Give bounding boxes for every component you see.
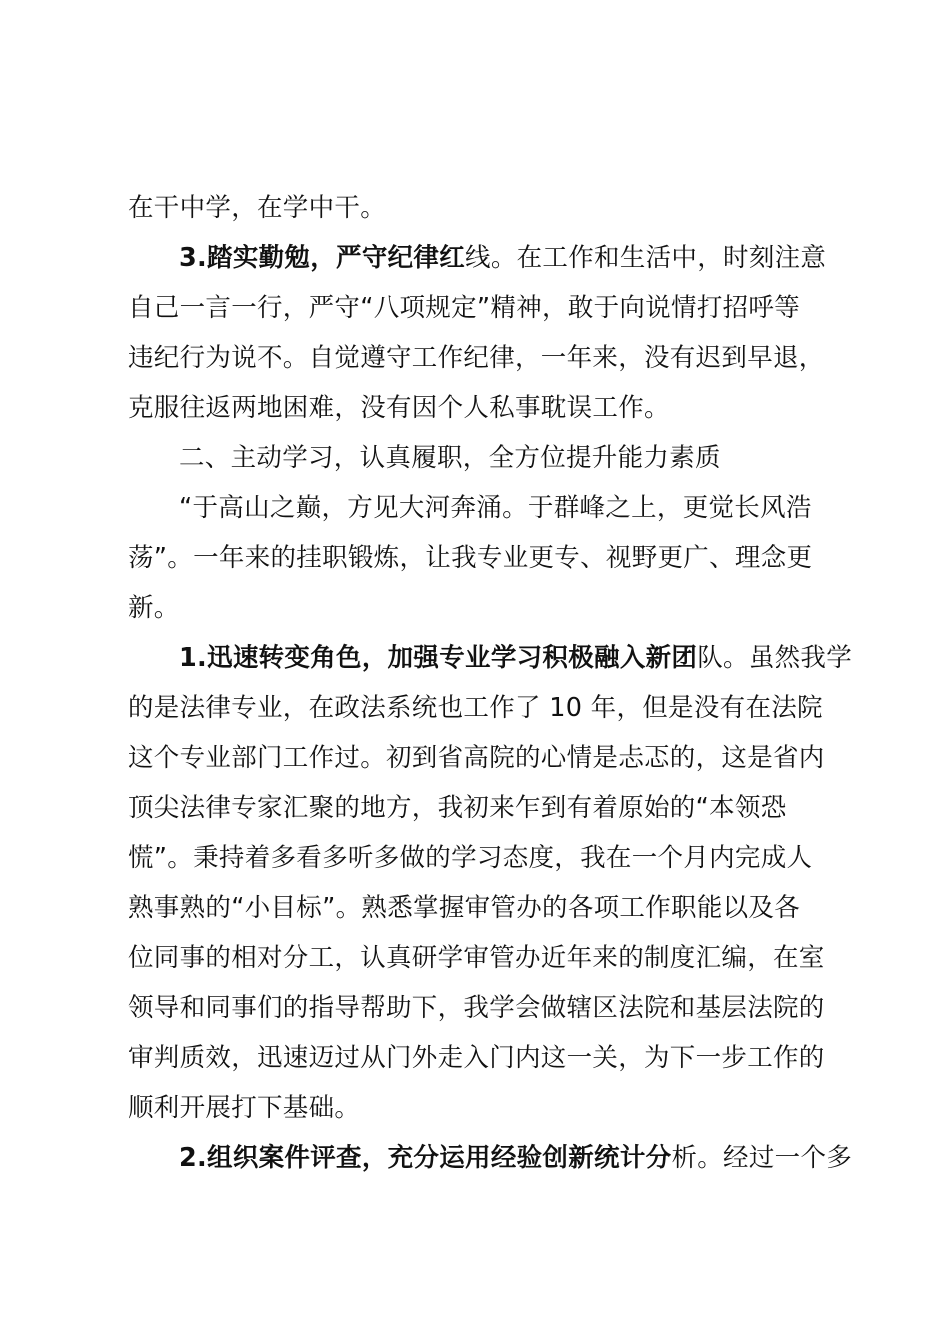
text-line: 慌”。秉持着多看多听多做的学习态度，我在一个月内完成人 xyxy=(128,843,813,873)
paragraph-heading: 3.踏实勤勉，严守纪律红 xyxy=(179,243,466,273)
text-line: 荡”。一年来的挂职锻炼，让我专业更专、视野更广、理念更 xyxy=(128,543,813,573)
paragraph-continued xyxy=(128,183,834,233)
heading-continuation: 析。经过一个多 xyxy=(671,1143,853,1173)
paragraph-case-review xyxy=(128,1133,853,1183)
paragraph-role xyxy=(128,633,853,1133)
text-line: 克服往返两地困难，没有因个人私事耽误工作。 xyxy=(128,393,670,423)
text-line: 在干中学，在学中干。 xyxy=(128,193,387,223)
heading-continuation: 队。虽然我学 xyxy=(697,643,853,673)
paragraph-heading: 1.迅速转变角色，加强专业学习积极融入新团 xyxy=(179,643,698,673)
text-line: 领导和同事们的指导帮助下，我学会做辖区法院和基层法院的 xyxy=(128,993,825,1023)
text-line: 自己一言一行，严守“八项规定”精神，敢于向说情打招呼等 xyxy=(128,293,801,323)
text-line xyxy=(128,633,853,683)
heading-continuation: 线。在工作和生活中，时刻注意 xyxy=(465,243,827,273)
text-line: 这个专业部门工作过。初到省高院的心情是忐忑的，这是省内 xyxy=(128,743,825,773)
text-line: 顺利开展打下基础。 xyxy=(128,1093,361,1123)
text-line: 二、主动学习，认真履职，全方位提升能力素质 xyxy=(179,443,721,473)
section-heading xyxy=(128,433,834,483)
text-line: 审判质效，迅速迈过从门外走入门内这一关，为下一步工作的 xyxy=(128,1043,825,1073)
text-line: 位同事的相对分工，认真研学审管办近年来的制度汇编，在室 xyxy=(128,943,825,973)
text-line xyxy=(128,233,834,283)
paragraph-heading: 2.组织案件评查，充分运用经验创新统计分 xyxy=(179,1143,672,1173)
text-line: 违纪行为说不。自觉遵守工作纪律，一年来，没有迟到早退， xyxy=(128,343,825,373)
text-line: 新。 xyxy=(128,593,180,623)
text-line: 熟事熟的“小目标”。熟悉掌握审管办的各项工作职能以及各 xyxy=(128,893,801,923)
paragraph-quote xyxy=(128,483,834,633)
body-text xyxy=(128,183,853,1183)
text-line: 顶尖法律专家汇聚的地方，我初来乍到有着原始的“本领恐 xyxy=(128,793,787,823)
text-line: “于高山之巅，方见大河奔涌。于群峰之上，更觉长风浩 xyxy=(179,493,812,523)
text-line: 的是法律专业，在政法系统也工作了 10 年，但是没有在法院 xyxy=(128,693,823,723)
paragraph-discipline xyxy=(128,233,834,433)
text-line xyxy=(128,1133,853,1183)
